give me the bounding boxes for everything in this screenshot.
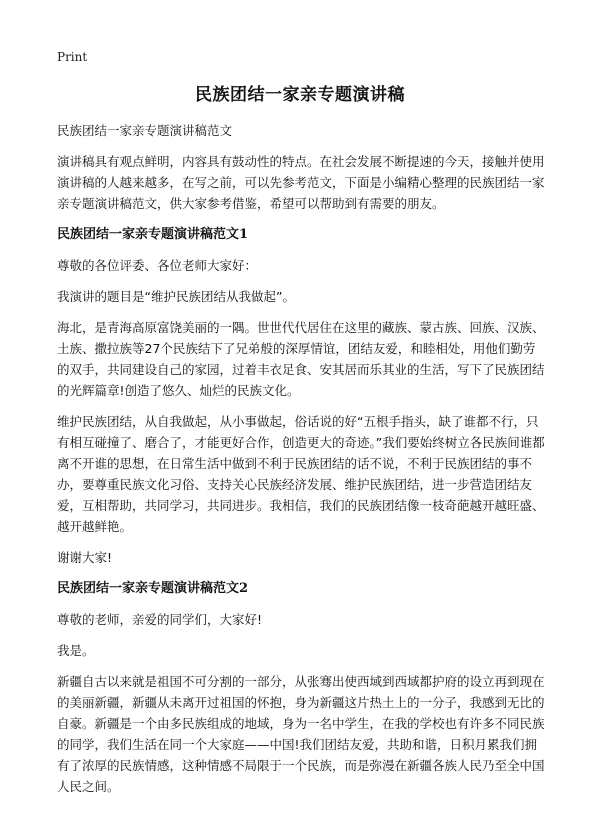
section-1-paragraph-1: 尊敬的各位评委、各位老师大家好： xyxy=(57,258,258,273)
document-title: 民族团结一家亲专题演讲稿 xyxy=(195,85,405,105)
section-2-paragraph-3: 新疆自古以来就是祖国不可分割的一部分，从张骞出使西域到西域都护府的设立再到现在的美丽新疆，新疆从未离开过祖国的怀抱，身为新疆这片热土上的一分子，我感到无比的自豪。新疆是一个由多民族组成的地域，身为一名中学生，在我的学校也有许多不同民族的同学，我们生活在同一个大家庭——中国!我们团结友爱，共助和谐，日积月累我们拥有了浓厚的民族情感，这种情感不局限于一个民族，而是弥漫在新疆各族人民乃至全中国人民之间。 xyxy=(57,674,545,794)
print-label: Print xyxy=(57,50,88,64)
section-heading-2: 民族团结一家亲专题演讲稿范文2 xyxy=(57,581,249,596)
intro-paragraph: 演讲稿具有观点鲜明，内容具有鼓动性的特点。在社会发展不断提速的今天，接触并使用演讲稿的人越来越多，在写之前，可以先参考范文，下面是小编精心整理的民族团结一家亲专题演讲稿范文，供大家参考借鉴，希望可以帮助到有需要的朋友。 xyxy=(57,154,545,211)
section-2-paragraph-1: 尊敬的老师，亲爱的同学们，大家好! xyxy=(57,612,263,627)
section-1-paragraph-5: 谢谢大家! xyxy=(57,550,113,565)
section-2-paragraph-2: 我是。 xyxy=(57,643,95,658)
section-heading-1: 民族团结一家亲专题演讲稿范文1 xyxy=(57,227,249,242)
section-1-paragraph-4: 维护民族团结，从自我做起，从小事做起，俗话说的好“五根手指头，缺了谁都不行，只有相互碰撞了、磨合了，才能更好合作，创造更大的奇迹。”我们要始终树立各民族间谁都离不开谁的思想，在日常生活中做到不利于民族团结的话不说，不利于民族团结的事不办，要尊重民族文化习俗、支持关心民族经济发展、维护民族团结，进一步营造团结友爱，互相帮助，共同学习，共同进步。我相信，我们的民族团结像一枝奇葩越开越旺盛、越开越鲜艳。 xyxy=(57,414,545,534)
document-body xyxy=(57,120,547,807)
section-1-paragraph-3: 海北，是青海高原富饶美丽的一隅。世世代代居住在这里的藏族、蒙古族、回族、汉族、土族、撒拉族等27个民族结下了兄弟般的深厚情谊，团结友爱，和睦相处，用他们勤劳的双手，共同建设自己的家园，过着丰衣足食、安其居而乐其业的生活，写下了民族团结的光辉篇章!创造了悠久、灿烂的民族文化。 xyxy=(57,320,545,398)
document-subtitle: 民族团结一家亲专题演讲稿范文 xyxy=(57,123,233,138)
section-1-paragraph-2: 我演讲的题目是“维护民族团结从我做起”。 xyxy=(57,289,295,304)
